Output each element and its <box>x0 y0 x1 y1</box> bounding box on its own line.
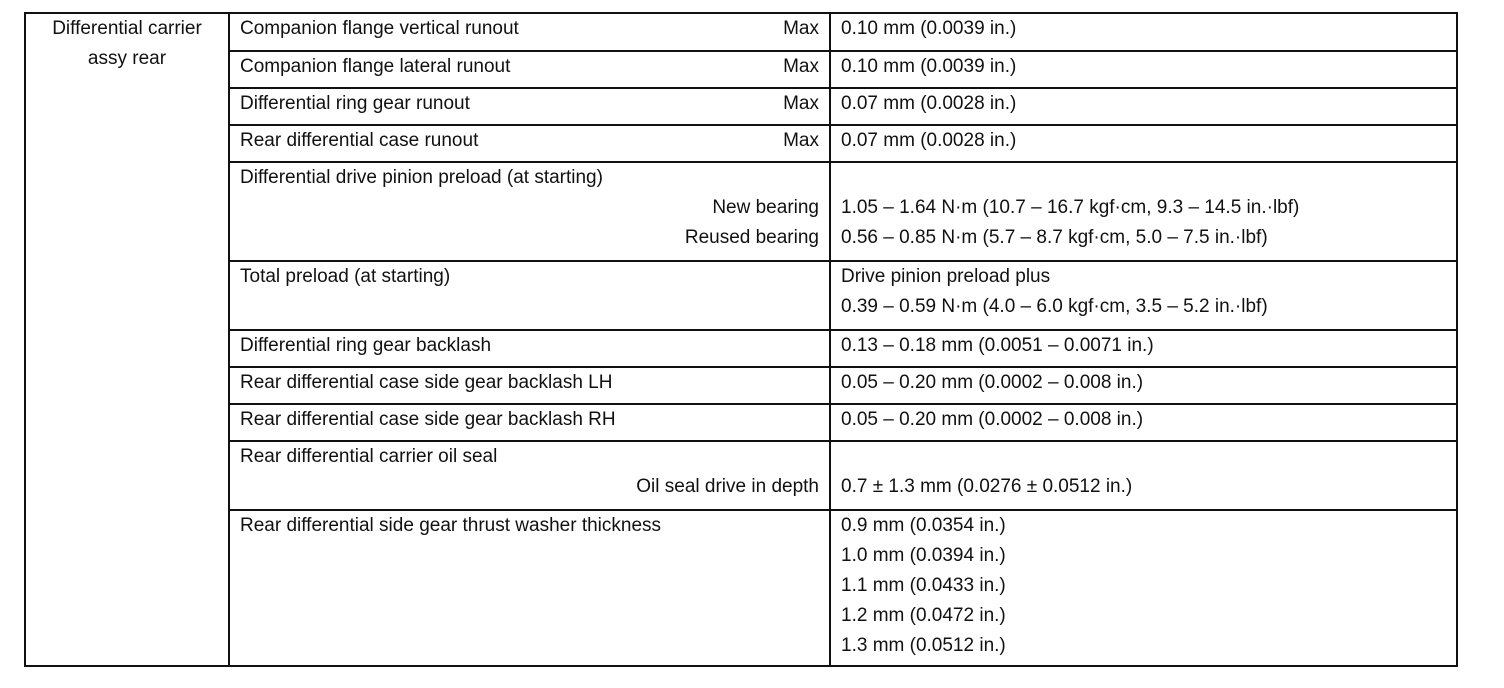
table-row <box>25 441 1457 510</box>
specification-table <box>24 12 1458 667</box>
value-line: 1.1 mm (0.0433 in.) <box>841 575 1006 596</box>
item-cell <box>229 51 830 88</box>
value-cell: 0.10 mm (0.0039 in.) <box>830 13 1457 51</box>
table-row <box>25 261 1457 330</box>
table-row <box>25 88 1457 125</box>
table-row <box>25 510 1457 666</box>
item-cell: Rear differential case side gear backlash LH <box>229 367 830 404</box>
table-row <box>25 13 1457 51</box>
item-label: Differential ring gear runout <box>240 93 470 114</box>
table-row <box>25 404 1457 441</box>
table-row <box>25 330 1457 367</box>
item-cell: Differential ring gear backlash <box>229 330 830 367</box>
item-cell <box>229 88 830 125</box>
item-qualifier: Max <box>783 56 819 77</box>
item-cell <box>229 125 830 162</box>
value-cell: 0.05 – 0.20 mm (0.0002 – 0.008 in.) <box>830 404 1457 441</box>
group-label-line2: assy rear <box>87 48 167 69</box>
value-cell <box>830 441 1457 510</box>
value-cell: 0.07 mm (0.0028 in.) <box>830 88 1457 125</box>
value-line: 1.05 – 1.64 N·m (10.7 – 16.7 kgf·cm, 9.3 – 14.5 in.·lbf) <box>841 197 1300 218</box>
item-qualifier: Max <box>783 93 819 114</box>
item-label: Companion flange vertical runout <box>240 18 519 39</box>
value-line: 1.3 mm (0.0512 in.) <box>841 635 1006 656</box>
value-cell <box>830 261 1457 330</box>
item-cell <box>229 261 830 330</box>
item-cell: Rear differential case side gear backlash RH <box>229 404 830 441</box>
item-label: Differential drive pinion preload (at starting) <box>240 167 603 188</box>
value-line: 0.56 – 0.85 N·m (5.7 – 8.7 kgf·cm, 5.0 – 7.5 in.·lbf) <box>841 227 1268 248</box>
item-qualifier: Max <box>783 18 819 39</box>
item-sub-label: New bearing <box>712 197 819 218</box>
table-row <box>25 51 1457 88</box>
table-row <box>25 367 1457 404</box>
value-line: 0.7 ± 1.3 mm (0.0276 ± 0.0512 in.) <box>841 476 1133 497</box>
table-row <box>25 162 1457 261</box>
value-line: 0.9 mm (0.0354 in.) <box>841 515 1006 536</box>
item-label: Rear differential case runout <box>240 130 479 151</box>
value-cell: 0.07 mm (0.0028 in.) <box>830 125 1457 162</box>
value-cell: 0.05 – 0.20 mm (0.0002 – 0.008 in.) <box>830 367 1457 404</box>
table-row <box>25 125 1457 162</box>
item-label: Rear differential carrier oil seal <box>240 446 498 467</box>
item-label: Total preload (at starting) <box>240 266 451 287</box>
value-cell <box>830 162 1457 261</box>
value-cell: 0.13 – 0.18 mm (0.0051 – 0.0071 in.) <box>830 330 1457 367</box>
group-label <box>25 13 229 666</box>
item-sub-label: Reused bearing <box>684 227 819 248</box>
value-line: 0.39 – 0.59 N·m (4.0 – 6.0 kgf·cm, 3.5 – 5.2 in.·lbf) <box>841 296 1268 317</box>
item-cell: Rear differential side gear thrust washer thickness <box>229 510 830 666</box>
value-line: 1.0 mm (0.0394 in.) <box>841 545 1006 566</box>
item-sub-label: Oil seal drive in depth <box>636 476 819 497</box>
item-label: Companion flange lateral runout <box>240 56 511 77</box>
item-cell <box>229 162 830 261</box>
item-cell <box>229 441 830 510</box>
item-qualifier: Max <box>783 130 819 151</box>
item-cell <box>229 13 830 51</box>
value-line: Drive pinion preload plus <box>841 266 1051 287</box>
group-label-line1: Differential carrier <box>52 18 202 39</box>
value-cell: 0.10 mm (0.0039 in.) <box>830 51 1457 88</box>
value-cell <box>830 510 1457 666</box>
value-line: 1.2 mm (0.0472 in.) <box>841 605 1006 626</box>
